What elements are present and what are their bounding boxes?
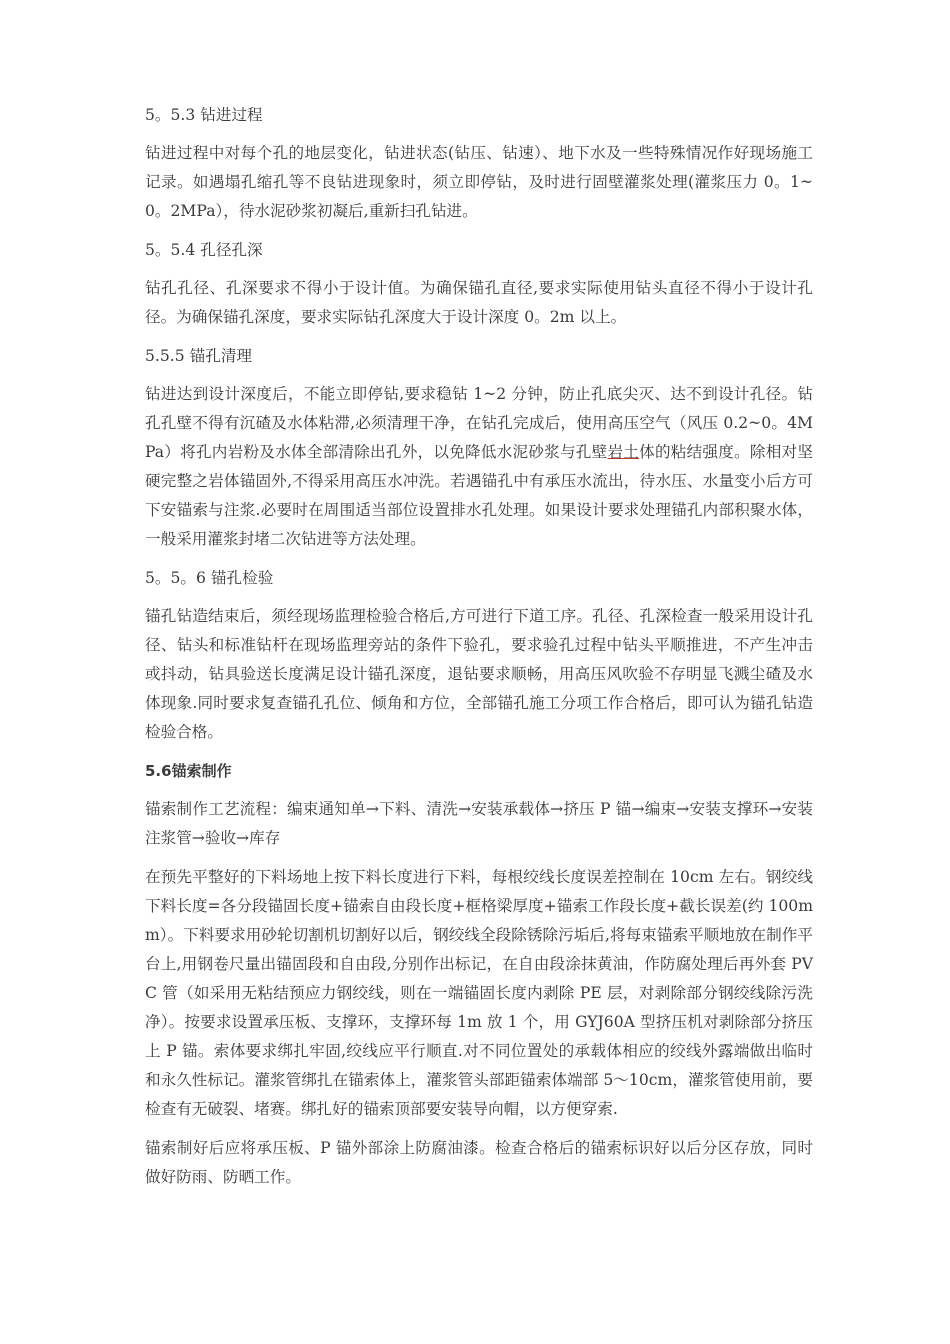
paragraph-drilling-process: 钻进过程中对每个孔的地层变化，钻进状态(钻压、钻速）、地下水及一些特殊情况作好现场施工记录。如遇塌孔缩孔等不良钻进现象时，须立即停钻，及时进行固壁灌浆处理(灌浆压力 0。1~0。2MPa），待水泥砂浆初凝后,重新扫孔钻进。 xyxy=(145,144,813,220)
paragraph-hole-cleaning xyxy=(145,380,813,554)
section-heading-hole-diameter-depth: 5。5.4 孔径孔深 xyxy=(145,241,263,259)
text-run: 钻进达到设计深度后，不能立即停钻,要求稳钻 1~2 分钟，防止孔底尖灭、达不到设计孔径。钻孔孔壁不得有沉碴及水体粘滞,必须清理干净，在钻孔完成后，使用高压空气（风压 0.2~0。4MPa）将孔内岩粉及水体全部清除出孔外，以免降低水泥砂浆与孔壁 xyxy=(145,385,813,461)
paragraph-hole-inspection: 锚孔钻造结束后，须经现场监理检验合格后,方可进行下道工序。孔径、孔深检查一般采用设计孔径、钻头和标准钻杆在现场监理旁站的条件下验孔，要求验孔过程中钻头平顺推进，不产生冲击或抖动，钻具验送长度满足设计锚孔深度，退钻要求顺畅，用高压风吹验不存明显飞溅尘碴及水体现象.同时要求复查锚孔孔位、倾角和方位，全部锚孔施工分项工作合格后，即可认为锚孔钻造检验合格。 xyxy=(145,607,813,741)
paragraph-fabrication-cutting: 在预先平整好的下料场地上按下料长度进行下料，每根绞线长度误差控制在 10cm 左右。钢绞线下料长度=各分段锚固长度+锚索自由段长度+框格梁厚度+锚索工作段长度+截长误差(约 100mm）。下料要求用砂轮切割机切割好以后，钢绞线全段除锈除污垢后,将每束锚索平顺地放在制作平台上,用钢卷尺量出锚固段和自由段,分别作出标记，在自由段涂抹黄油，作防腐处理后再外套 PVC 管（如采用无粘结预应力钢绞线，则在一端锚固长度内剥除 PE 层，对剥除部分钢绞线除污洗净）。按要求设置承压板、支撑环，支撑环每 1m 放 1 个，用 GYJ60A 型挤压机对剥除部分挤压上 P 锚。索体要求绑扎牢固,绞线应平行顺直.对不同位置处的承载体相应的绞线外露端做出临时和永久性标记。灌浆管绑扎在锚索体上，灌浆管头部距锚索体端部 5～10cm，灌浆管使用前，要检查有无破裂、堵赛。绑扎好的锚索顶部要安装导向帽，以方便穿索. xyxy=(145,868,813,1118)
section-heading-hole-inspection: 5。5。6 锚孔检验 xyxy=(145,569,274,587)
spellcheck-underlined-word: 岩土 xyxy=(607,443,640,461)
paragraph-fabrication-workflow: 锚索制作工艺流程：编束通知单→下料、清洗→安装承载体→挤压 P 锚→编束→安装支撑环→安装注浆管→验收→库存 xyxy=(145,800,813,847)
paragraph-fabrication-storage: 锚索制好后应将承压板、P 锚外部涂上防腐油漆。检查合格后的锚索标识好以后分区存放，同时做好防雨、防晒工作。 xyxy=(145,1139,813,1186)
document-body xyxy=(145,101,813,1202)
section-heading-anchor-cable-fabrication: 5.6锚索制作 xyxy=(145,762,232,780)
section-heading-hole-cleaning: 5.5.5 锚孔清理 xyxy=(145,347,253,365)
text-run: 体的粘结强度。除相对坚硬完整之岩体锚固外,不得采用高压水冲洗。若遇锚孔中有承压水流出，待水压、水量变小后方可下安锚索与注浆.必要时在周围适当部位设置排水孔处理。如果设计要求处理锚孔内部积聚水体，一般采用灌浆封堵二次钻进等方法处理。 xyxy=(145,443,813,548)
paragraph-hole-diameter-depth: 钻孔孔径、孔深要求不得小于设计值。为确保锚孔直径,要求实际使用钻头直径不得小于设计孔径。为确保锚孔深度，要求实际钻孔深度大于设计深度 0。2m 以上。 xyxy=(145,279,813,326)
section-heading-drilling-process: 5。5.3 钻进过程 xyxy=(145,106,263,124)
